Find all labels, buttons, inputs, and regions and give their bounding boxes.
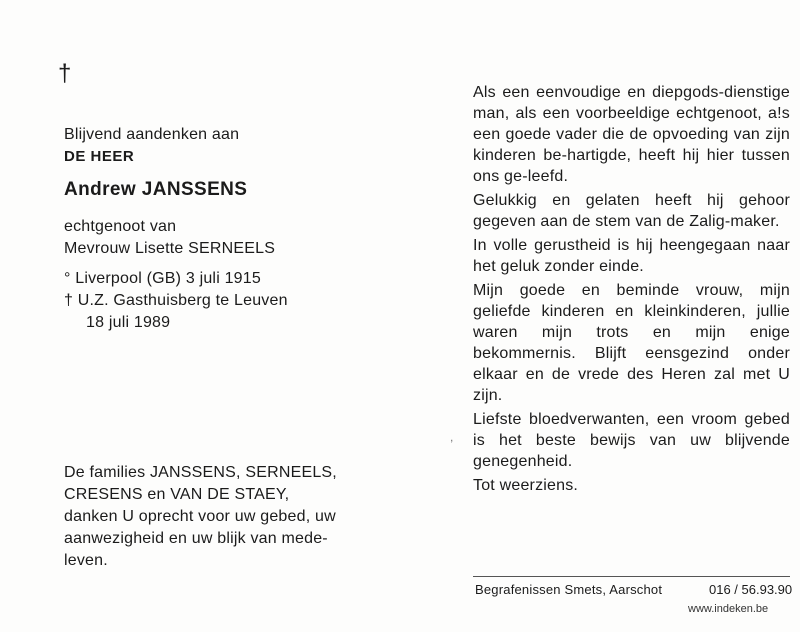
birth-info: ° Liverpool (GB) 3 juli 1915 <box>64 270 261 287</box>
deceased-name: Andrew JANSSENS <box>64 179 248 200</box>
eulogy-paragraph: Tot weerziens. <box>473 477 579 494</box>
death-info: † U.Z. Gasthuisberg te Leuven <box>64 292 288 309</box>
remembrance-text: Blijvend aandenken aan <box>64 126 240 143</box>
eulogy-paragraph: Als een eenvoudige en diepgods-dienstige man, als een voorbeeldige echtgenoot, a!s een goede vader die de opvoeding van zijn kinderen be-hartigde, heeft hij hier tussen ons ge-leefd. <box>473 84 790 185</box>
honorific-title: DE HEER <box>64 148 135 165</box>
spouse-name: Mevrouw Lisette SERNEELS <box>64 240 276 257</box>
spouse-label: echtgenoot van <box>64 218 177 235</box>
undertaker-phone: 016 / 56.93.90 <box>709 582 793 597</box>
eulogy-text <box>473 82 790 499</box>
eulogy-paragraph: Liefste bloedverwanten, een vroom gebed is het beste bewijs van uw blijvende genegenheid. <box>473 411 790 470</box>
eulogy-paragraph: Gelukkig en gelaten heeft hij gehoor gegeven aan de stem van de Zalig-maker. <box>473 192 790 230</box>
death-date: 18 juli 1989 <box>86 314 171 331</box>
footer-divider <box>473 576 790 577</box>
undertaker-name: Begrafenissen Smets, Aarschot <box>475 582 663 597</box>
cross-icon: † <box>58 60 72 87</box>
eulogy-paragraph: Mijn goede en beminde vrouw, mijn geliefde kinderen en kleinkinderen, jullie waren mijn trots en mijn enige bekommernis. Blijft eensgezind onder elkaar en de vrede des Heren zal met U zijn. <box>473 282 790 404</box>
website-watermark: www.indeken.be <box>688 603 769 615</box>
families-thanks: De families JANSSENS, SERNEELS, CRESENS en VAN DE STAEY, danken U oprecht voor uw gebed, uw aanwezigheid en uw blijk van mede- leven. <box>64 464 337 569</box>
print-mark: , <box>450 430 454 444</box>
eulogy-paragraph: In volle gerustheid is hij heengegaan naar het geluk zonder einde. <box>473 237 790 275</box>
